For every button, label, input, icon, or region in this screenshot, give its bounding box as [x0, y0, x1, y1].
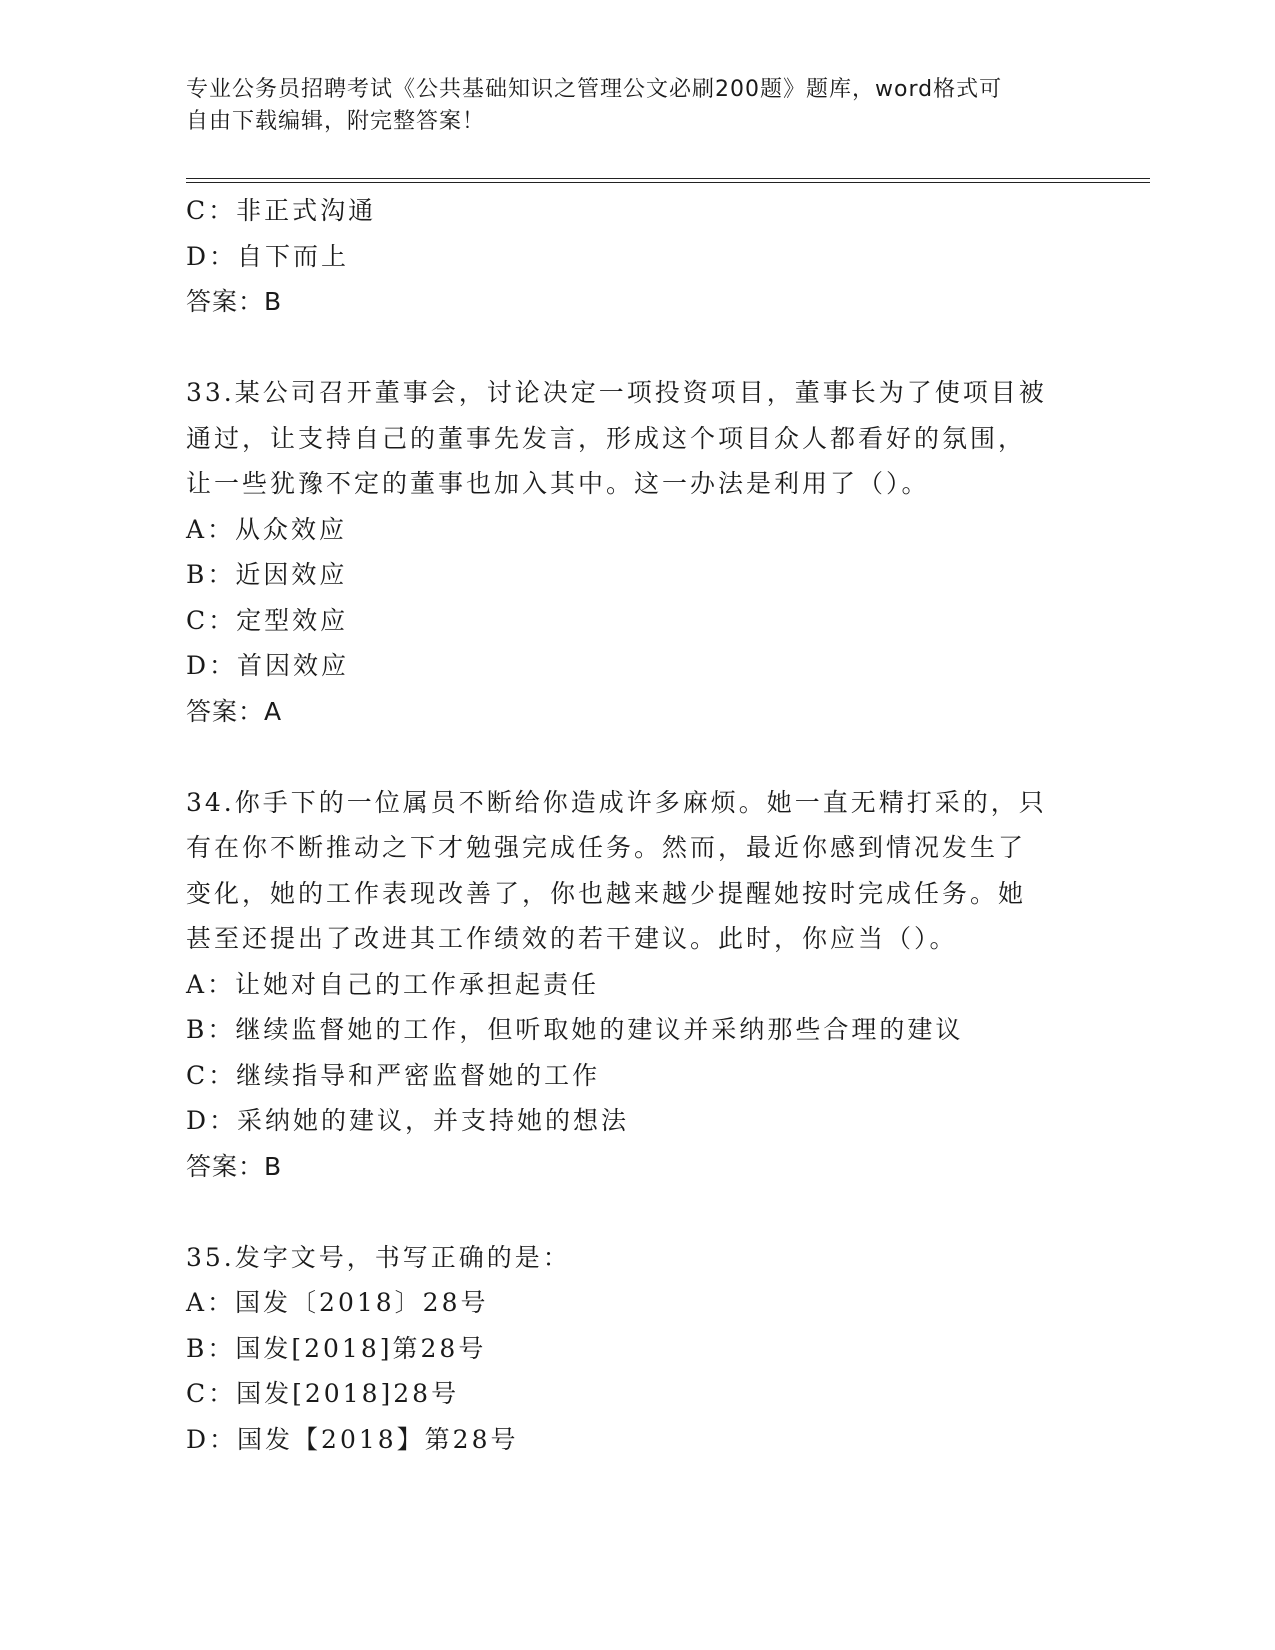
- question-stem-line: 甚至还提出了改进其工作绩效的若干建议。此时，你应当（）。: [186, 924, 958, 953]
- question-list: [186, 188, 1086, 1462]
- spacer: [186, 325, 1086, 371]
- header-divider-top: [186, 178, 1150, 179]
- question-stem-line: 变化，她的工作表现改善了，你也越来越少提醒她按时完成任务。她: [186, 878, 1027, 908]
- option-c: C：国发[2018]28号: [186, 1379, 460, 1408]
- answer: 答案：A: [186, 696, 283, 726]
- spacer: [186, 1189, 1086, 1235]
- header-line-1: 专业公务员招聘考试《公共基础知识之管理公文必刷200题》题库，word格式可: [186, 77, 1003, 102]
- question-32: [186, 188, 1086, 325]
- header-divider-bottom: [186, 182, 1150, 183]
- option-d: D：自下而上: [186, 241, 350, 271]
- question-34: [186, 780, 1086, 1190]
- option-c: C：定型效应: [186, 605, 349, 635]
- option-b: B：继续监督她的工作，但听取她的建议并采纳那些合理的建议: [186, 1015, 964, 1044]
- header-line-2: 自由下载编辑，附完整答案！: [186, 109, 486, 134]
- option-a: A：国发〔2018〕28号: [186, 1288, 489, 1317]
- option-c: C：继续指导和严密监督她的工作: [186, 1060, 601, 1090]
- question-stem-line: 让一些犹豫不定的董事也加入其中。这一办法是利用了（）。: [186, 469, 930, 498]
- option-d: D：首因效应: [186, 651, 350, 680]
- question-35: [186, 1235, 1086, 1463]
- question-stem-line: 33.某公司召开董事会，讨论决定一项投资项目，董事长为了使项目被: [186, 378, 1047, 407]
- option-d: D：国发【2018】第28号: [186, 1424, 519, 1454]
- option-b: B：国发[2018]第28号: [186, 1333, 487, 1363]
- answer: 答案：B: [186, 1151, 283, 1181]
- option-d: D：采纳她的建议，并支持她的想法: [186, 1106, 630, 1135]
- option-a: A：从众效应: [186, 514, 348, 544]
- question-stem-line: 34.你手下的一位属员不断给你造成许多麻烦。她一直无精打采的，只: [186, 787, 1047, 817]
- answer: 答案：B: [186, 287, 283, 316]
- spacer: [186, 734, 1086, 780]
- question-stem-line: 35.发字文号，书写正确的是：: [186, 1242, 571, 1272]
- document-header: [186, 74, 1066, 138]
- option-c: C：非正式沟通: [186, 196, 377, 225]
- option-b: B：近因效应: [186, 560, 348, 589]
- question-33: [186, 370, 1086, 734]
- question-stem-line: 通过，让支持自己的董事先发言，形成这个项目众人都看好的氛围，: [186, 423, 1027, 453]
- option-a: A：让她对自己的工作承担起责任: [186, 969, 600, 999]
- question-stem-line: 有在你不断推动之下才勉强完成任务。然而，最近你感到情况发生了: [186, 833, 1027, 862]
